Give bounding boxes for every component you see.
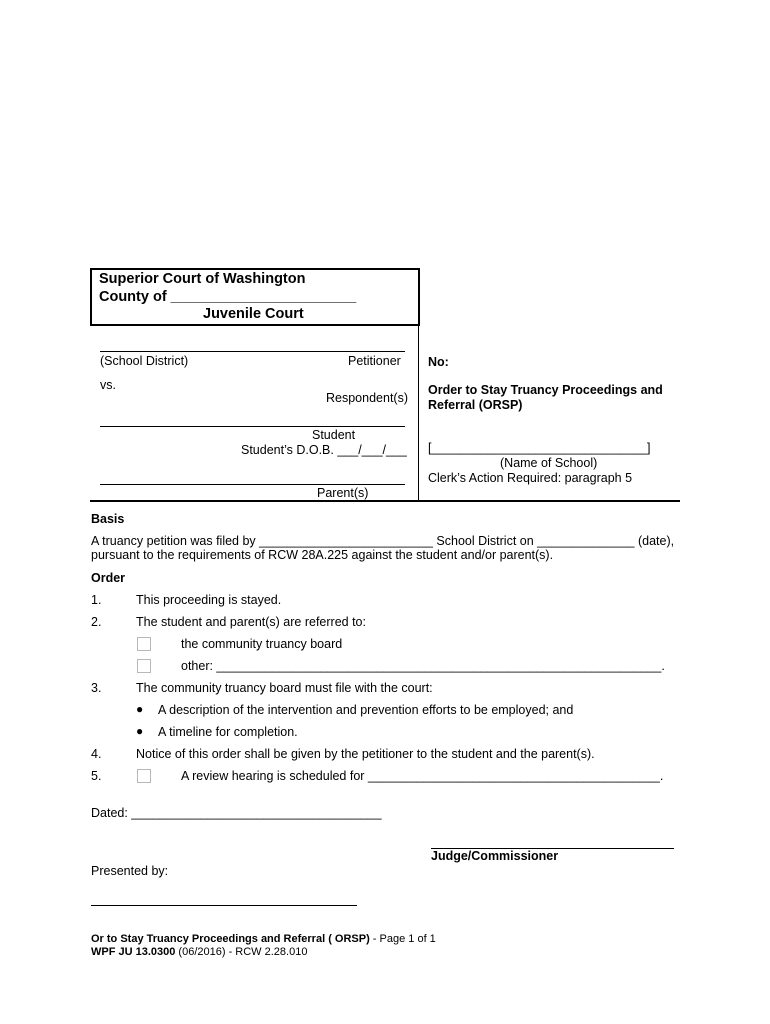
- order-title-line2: Referral (ORSP): [428, 398, 523, 412]
- basis-line1[interactable]: A truancy petition was filed by _________________________ School District on ______________ (date),: [91, 534, 675, 548]
- item2-number: 2.: [91, 615, 102, 629]
- item5-number: 5.: [91, 769, 102, 783]
- name-of-school-label: (Name of School): [500, 456, 598, 470]
- juvenile-court-label: Juvenile Court: [203, 306, 304, 322]
- review-hearing-field[interactable]: A review hearing is scheduled for __________________________________________.: [181, 769, 664, 783]
- footer-form-rev: (06/2016) - RCW 2.28.010: [175, 946, 308, 958]
- case-number-label: No:: [428, 355, 449, 369]
- parent-name-line[interactable]: [100, 484, 405, 485]
- judge-label: Judge/Commissioner: [431, 849, 559, 863]
- other-referral-checkbox[interactable]: [137, 659, 151, 673]
- item3-bullet2: A timeline for completion.: [158, 725, 298, 739]
- clerk-action-label: Clerk’s Action Required: paragraph 5: [428, 471, 633, 485]
- petitioner-label: Petitioner: [348, 354, 401, 368]
- school-name-field[interactable]: [_______________________________]: [428, 441, 651, 455]
- caption-divider: [418, 268, 419, 502]
- student-name-line[interactable]: [100, 426, 405, 427]
- basis-line2: pursuant to the requirements of RCW 28A.225 against the student and/or parent(s).: [91, 548, 554, 562]
- other-referral-field[interactable]: other: ________________________________________________________________.: [181, 659, 665, 673]
- item1-number: 1.: [91, 593, 102, 607]
- dated-field[interactable]: Dated: ____________________________________: [91, 806, 382, 820]
- item3-bullet1: A description of the intervention and prevention efforts to be employed; and: [158, 703, 574, 717]
- item4-text: Notice of this order shall be given by the petitioner to the student and the parent(s).: [136, 747, 595, 761]
- school-district-label: (School District): [100, 354, 189, 368]
- footer-form-id: [91, 946, 307, 958]
- basis-heading: Basis: [91, 512, 125, 526]
- presenter-signature-line[interactable]: [91, 905, 357, 906]
- student-dob-field[interactable]: Student’s D.O.B. ___/___/___: [241, 443, 407, 457]
- court-name: Superior Court of Washington: [99, 271, 306, 287]
- review-hearing-checkbox[interactable]: [137, 769, 151, 783]
- item1-text: This proceeding is stayed.: [136, 593, 282, 607]
- truancy-board-label: the community truancy board: [181, 637, 343, 651]
- county-field[interactable]: County of _______________________: [99, 289, 357, 305]
- parents-label: Parent(s): [317, 486, 369, 500]
- item3-number: 3.: [91, 681, 102, 695]
- caption-bottom-rule: [90, 500, 680, 502]
- item3-text: The community truancy board must file with the court:: [136, 681, 433, 695]
- footer-form-id-bold: WPF JU 13.0300: [91, 946, 176, 958]
- footer-title-bold: Or to Stay Truancy Proceedings and Referral ( ORSP): [91, 933, 370, 945]
- footer-page-info: - Page 1 of 1: [369, 933, 436, 945]
- truancy-board-checkbox[interactable]: [137, 637, 151, 651]
- respondents-label: Respondent(s): [326, 391, 408, 405]
- order-heading: Order: [91, 571, 126, 585]
- student-label: Student: [312, 428, 356, 442]
- bullet-icon: ●: [136, 724, 144, 738]
- item2-text: The student and parent(s) are referred to:: [136, 615, 366, 629]
- school-district-line[interactable]: [100, 351, 405, 352]
- bullet-icon: ●: [136, 702, 144, 716]
- presented-by-label: Presented by:: [91, 864, 169, 878]
- footer-title: [91, 933, 436, 945]
- order-title-line1: Order to Stay Truancy Proceedings and: [428, 383, 663, 397]
- item4-number: 4.: [91, 747, 102, 761]
- vs-label: vs.: [100, 378, 116, 392]
